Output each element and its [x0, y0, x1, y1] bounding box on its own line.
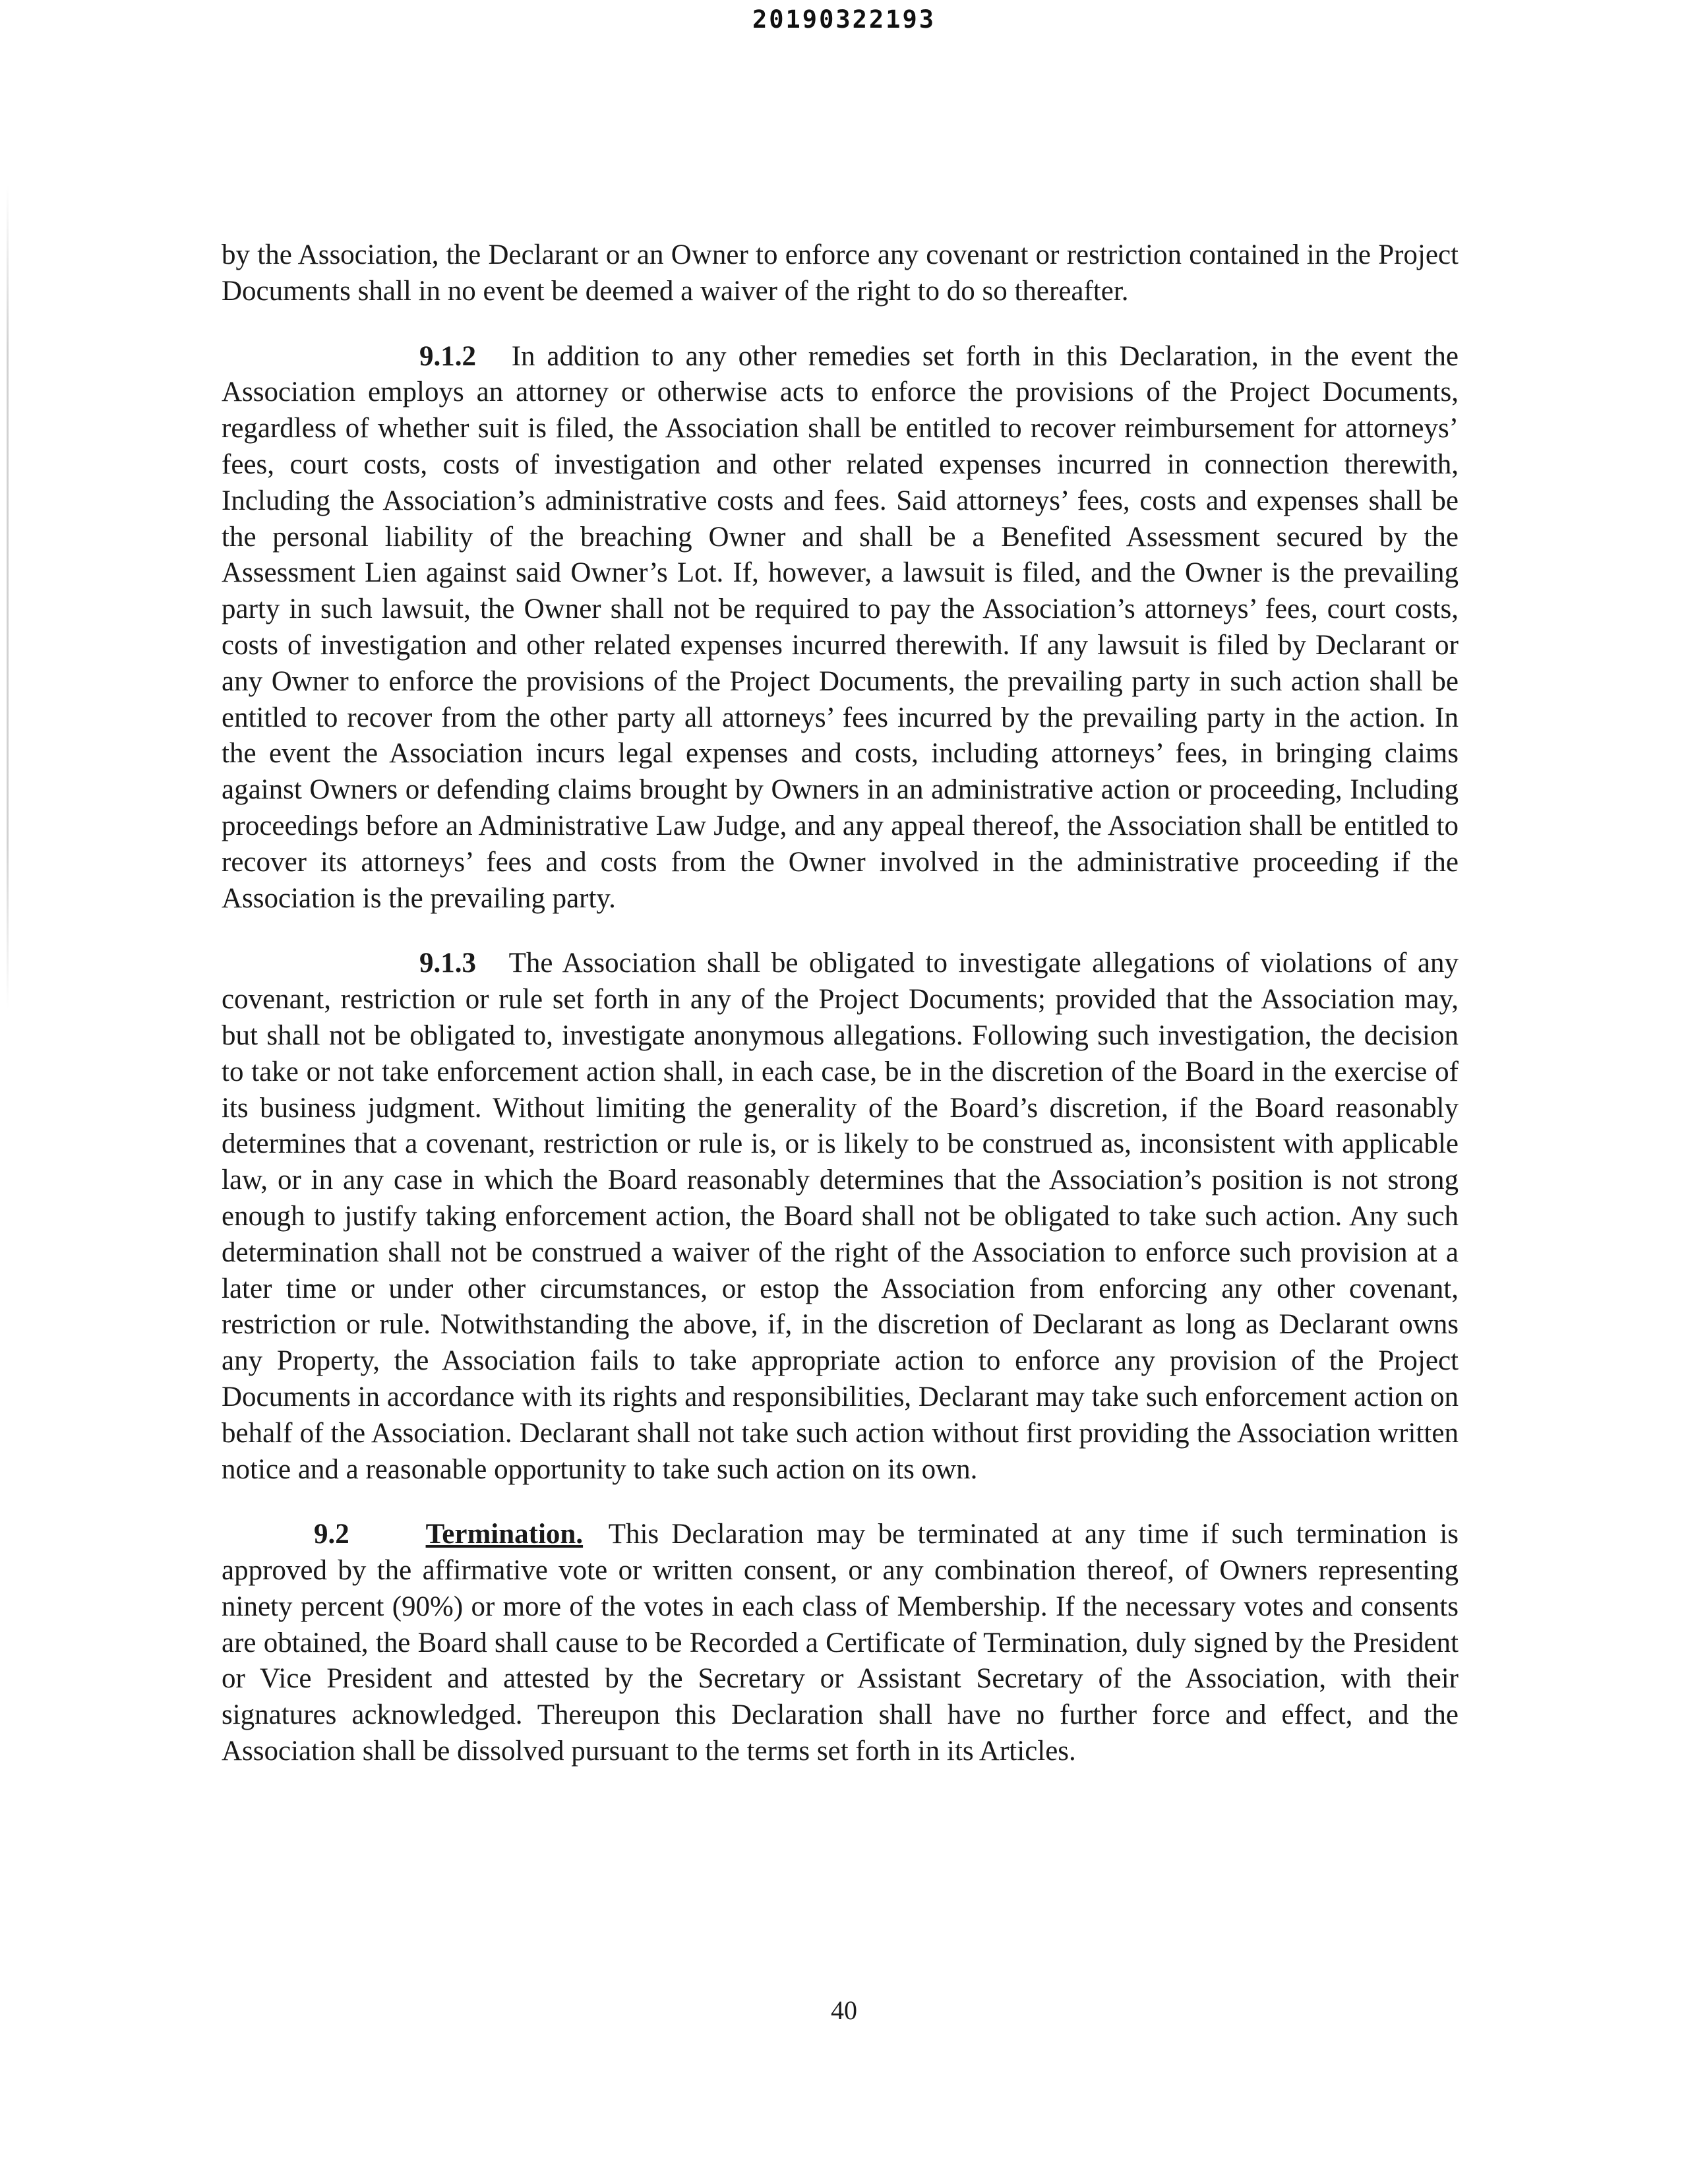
paragraph-9-1-3 — [222, 946, 1459, 1488]
scan-edge-mark — [7, 185, 9, 1009]
document-body — [222, 237, 1459, 1799]
paragraph-continuation — [222, 237, 1459, 310]
recording-number: 20190322193 — [752, 5, 936, 34]
paragraph-text: by the Association, the Declarant or an Owner to enforce any covenant or restriction contained in the Project Documents shall in no event be deemed a waiver of the right to do so thereafter. — [222, 239, 1459, 307]
paragraph-text: This Declaration may be terminated at any time if such termination is approved by the affirmative vote or written consent, or any combination thereof, of Owners representing ninety percent (90%) or more of the votes in each class of Membership. If the necessary votes and consents are obtained, the Board shall cause to be Recorded a Certificate of Termination, duly signed by the President or Vice President and attested by the Secretary or Assistant Secretary of the Association, with their signatures acknowledged. Thereupon this Declaration shall have no further force and effect, and the Association shall be dissolved pursuant to the terms set forth in its Articles. — [222, 1519, 1459, 1767]
paragraph-9-2 — [222, 1517, 1459, 1770]
section-number: 9.1.2 — [419, 340, 476, 372]
section-title: Termination. — [425, 1519, 584, 1550]
paragraph-text: The Association shall be obligated to investigate allegations of violations of any covenant, restriction or rule set forth in any of the Project Documents; provided that the Association may, but shall not be obligated to, investigate anonymous allegations. Following such investigation, the decision to take or not take enforcement action shall, in each case, be in the discretion of the Board in the exercise of its business judgment. Without limiting the generality of the Board’s discretion, if the Board reasonably determines that a covenant, restriction or rule is, or is likely to be construed as, inconsistent with applicable law, or in any case in which the Board reasonably determines that the Association’s position is not strong enough to justify taking enforcement action, the Board shall not be obligated to take such action. Any such determination shall not be construed a waiver of the right of the Association to enforce such provision at a later time or under other circumstances, or estop the Association from enforcing any other covenant, restriction or rule. Notwithstanding the above, if, in the discretion of Declarant as long as Declarant owns any Property, the Association fails to take appropriate action to enforce any provision of the Project Documents in accordance with its rights and responsibilities, Declarant may take such enforcement action on behalf of the Association. Declarant shall not take such action without first providing the Association written notice and a reasonable opportunity to take such action on its own. — [222, 948, 1459, 1485]
paragraph-9-1-2 — [222, 339, 1459, 917]
page-number: 40 — [831, 1995, 857, 2025]
section-number: 9.2 — [314, 1519, 349, 1550]
paragraph-text: In addition to any other remedies set forth in this Declaration, in the event the Association employs an attorney or otherwise acts to enforce the provisions of the Project Documents, regardless of whether suit is filed, the Association shall be entitled to recover reimbursement for attorneys’ fees, court costs, costs of investigation and other related expenses incurred in connection therewith, Including the Association’s administrative costs and fees. Said attorneys’ fees, costs and expenses shall be the personal liability of the breaching Owner and shall be a Benefited Assessment secured by the Assessment Lien against said Owner’s Lot. If, however, a lawsuit is filed, and the Owner is the prevailing party in such lawsuit, the Owner shall not be required to pay the Association’s attorneys’ fees, court costs, costs of investigation and other related expenses incurred therewith. If any lawsuit is filed by Declarant or any Owner to enforce the provisions of the Project Documents, the prevailing party in such action shall be entitled to recover from the other party all attorneys’ fees incurred by the prevailing party in the action. In the event the Association incurs legal expenses and costs, including attorneys’ fees, in bringing claims against Owners or defending claims brought by Owners in an administrative action or proceeding, Including proceedings before an Administrative Law Judge, and any appeal thereof, the Association shall be entitled to recover its attorneys’ fees and costs from the Owner involved in the administrative proceeding if the Association is the prevailing party. — [222, 340, 1459, 914]
section-number: 9.1.3 — [419, 948, 476, 979]
